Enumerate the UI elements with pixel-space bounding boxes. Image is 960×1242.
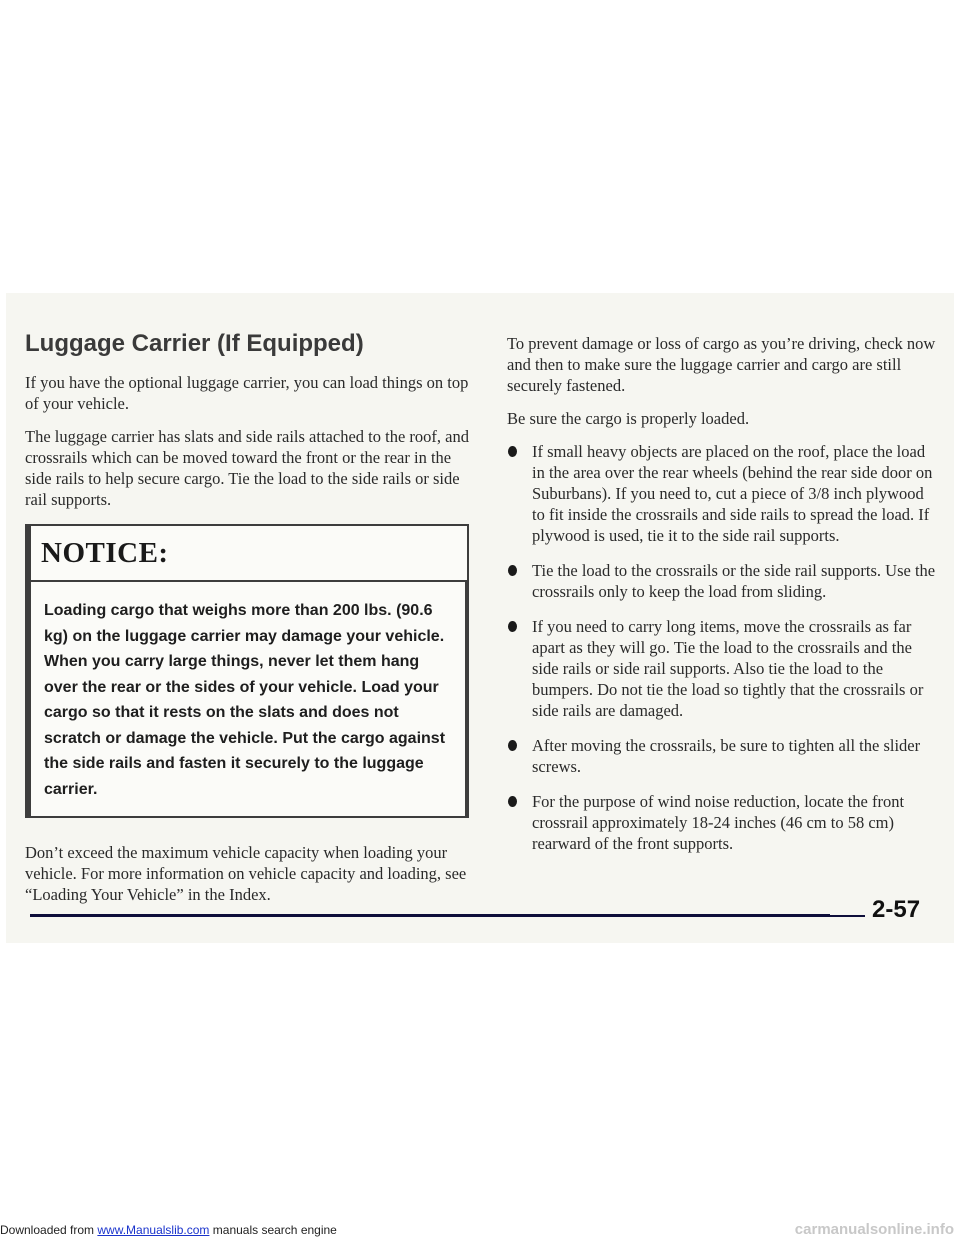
intro-paragraph: If you have the optional luggage carrier, you can load things on top of your vehicle. (25, 373, 469, 413)
footer-suffix: manuals search engine (209, 1223, 337, 1237)
list-item (507, 616, 937, 721)
description-paragraph: The luggage carrier has slats and side rails attached to the roof, and crossrails which can be moved toward the front or the rear in the side rails to help secure cargo. Tie the load to the side rails or side rail supports. (25, 427, 469, 509)
bullet-icon (508, 621, 517, 632)
watermark: carmanualsonline.info (794, 1221, 954, 1238)
notice-body: Loading cargo that weighs more than 200 lbs. (90.6 kg) on the luggage carrier may damage your vehicle. When you carry large things, never let them hang over the rear or the sides of your vehicle. Load your cargo so that it rests on the slats and does not scratch or damage the vehicle. Put the cargo against the side rails and fasten it securely to the luggage carrier. (27, 582, 467, 816)
prevent-damage-paragraph: To prevent damage or loss of cargo as you’re driving, check now and then to make sure the luggage carrier and cargo are still securely fastened. (507, 334, 936, 395)
bullet-icon (508, 740, 517, 751)
properly-loaded-paragraph: Be sure the cargo is properly loaded. (507, 409, 750, 428)
loading-tips-list (507, 441, 937, 854)
list-item-text: If you need to carry long items, move the crossrails as far apart as they will go. Tie the load to the crossrails and the side rails or side rail supports. Also tie the load to the bumpers. Do not tie the load so tightly that the crossrails or side rails are damaged. (532, 617, 924, 720)
right-column (507, 333, 937, 868)
notice-box (25, 524, 469, 818)
footer-rule-tail (830, 915, 865, 917)
bullet-icon (508, 565, 517, 576)
list-item-text: If small heavy objects are placed on the roof, place the load in the area over the rear wheels (behind the rear side door on Suburbans). If you need to, cut a piece of 3/8 inch plywood to fit inside the crossrails and side rails to spread the load. If plywood is used, tie it to the side rail supports. (532, 442, 933, 545)
list-item (507, 791, 937, 854)
list-item-text: For the purpose of wind noise reduction, locate the front crossrail approximately 18-24 inches (46 cm to 58 cm) rearward of the front supports. (532, 792, 905, 853)
section-title: Luggage Carrier (If Equipped) (25, 330, 364, 357)
notice-heading: NOTICE: (27, 526, 467, 582)
left-column (25, 330, 470, 917)
manualslib-link[interactable]: www.Manualslib.com (97, 1223, 210, 1237)
list-item (507, 560, 937, 602)
list-item-text: After moving the crossrails, be sure to tighten all the slider screws. (532, 736, 921, 776)
download-footer (0, 1223, 337, 1237)
list-item (507, 735, 937, 777)
list-item-text: Tie the load to the crossrails or the side rail supports. Use the crossrails only to keep the load from sliding. (532, 561, 936, 601)
bullet-icon (508, 446, 517, 457)
footer-rule (30, 914, 830, 917)
list-item (507, 441, 937, 546)
page-number: 2-57 (872, 896, 921, 923)
bullet-icon (508, 796, 517, 807)
footer-prefix: Downloaded from (0, 1223, 98, 1237)
capacity-paragraph: Don’t exceed the maximum vehicle capacity when loading your vehicle. For more information on vehicle capacity and loading, see “Loading Your Vehicle” in the Index. (25, 843, 467, 904)
